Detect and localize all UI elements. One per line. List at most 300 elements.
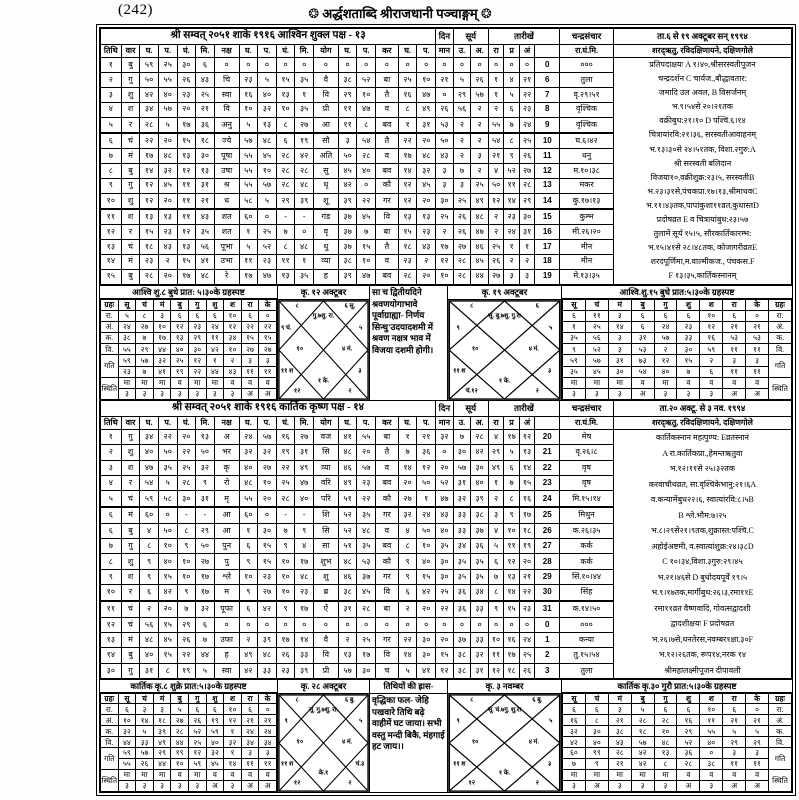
kundali-house-2: ८ [470,302,474,310]
cell: सौ [313,133,338,149]
planet-value: १६ [563,715,586,726]
planet-value: अ [723,781,746,792]
chandra-sanchar-cell: मीन [560,239,614,254]
column-header: घ. [398,417,417,430]
cell: १९ [276,445,295,460]
cell: चं [121,491,140,507]
chandra-sanchar-cell: वृष [560,476,614,491]
cell: ३ [338,133,357,149]
cell: २४ [417,507,436,523]
planet-value: ९९ [585,748,608,759]
cell: र [121,585,140,601]
planet-value: ४३ [608,737,631,748]
cell: १७ [177,269,196,284]
planet-value: २२ [241,321,259,332]
planet-value: ३ [563,781,586,792]
cell: १३ [101,239,122,254]
planet-value: ३ [153,781,171,792]
column-header: रा [488,417,504,430]
season-note: शरद्ऋतु, रविदक्षिणायने, दक्षिणगोले [613,417,791,430]
cell: उषा [214,163,239,178]
kundali-house-3: ९ [456,718,460,726]
planet-value: २६ [188,715,206,726]
cell: ६० [140,507,159,523]
cell: शुभ [313,554,338,569]
planet-value: ४४ [171,737,189,748]
date-cell: 17 [535,239,560,254]
planet-value: ३ [631,781,654,792]
kundali-house-11: ५ [359,718,363,726]
planet-value: १४ [608,321,631,332]
planet-header: चं [585,299,608,310]
cell: ८ [504,133,520,149]
row-label: गति [769,355,792,377]
chandra-sanchar-cell: तुला [560,663,614,678]
planet-value: ० [746,704,769,715]
cell: व्या [313,254,338,269]
grah-label: ग्रहः [769,693,792,704]
cell: १० [177,569,196,584]
cell: ११ [239,254,258,269]
cell: ० [417,58,436,73]
cell: ३८ [338,254,357,269]
cell: रो [214,476,239,491]
planet-value: अ [746,781,769,792]
cell: ३ [519,269,535,284]
chandra-sanchar-cell: वृ.२६।८ [560,445,614,460]
cell: २५ [436,209,454,225]
cell: ५० [417,476,436,491]
cell: ४८ [258,133,277,149]
cell: १० [276,569,295,584]
planet-header: के [259,299,277,310]
date-cell: 20 [535,430,560,445]
cell: १५ [357,239,376,254]
cell: बा [376,72,399,87]
chandra-sanchar-cell: कुम्भ [560,209,614,225]
cell: ४७ [357,269,376,284]
cell: ३५ [196,224,215,239]
cell: ४० [158,87,177,102]
cell: १ [488,476,504,491]
cell: १३ [276,269,295,284]
column-header: अ. [471,45,489,58]
cell: १५ [258,539,277,554]
planet-value: ६ [206,704,224,715]
cell: १७ [295,601,314,617]
festival-note-line: करवाचौथव्रत, सा.वृश्चिकेभानु:२१।६A [648,479,757,489]
column-header: मान [436,45,454,58]
cell: ८ [158,663,177,678]
chandra-sanchar-cell: मिथुन [560,507,614,523]
cell: २८ [140,269,159,284]
cell: श्ले [214,569,239,584]
cell: ५२ [504,163,520,178]
lower-title-tarikhen: तारीखें [488,401,559,417]
cell: १४ [504,193,520,209]
cell: २८ [140,117,159,133]
cell: २५ [471,178,489,193]
cell: ४८ [338,445,357,460]
cell: ४ [101,102,122,117]
planet-value: ३ [259,355,277,366]
cell: ० [471,617,489,632]
planet-value: मा [608,377,631,388]
planet-value: ३२ [153,355,171,366]
cell: १ [488,87,504,102]
cell: पु [214,554,239,569]
cell: ६ [101,133,122,149]
kundali-chart-nov3 [448,694,561,792]
cell: २० [417,193,436,209]
planet-value: ३३ [136,737,154,748]
festival-note-line: प्रतिपदाक्षयः A १।४०,श्रीसरस्वतीपूजन [649,60,756,69]
cell: ३९ [295,193,314,209]
festival-note-line: विजया१०,वक्रीशुक्र:२३।५, सरस्वतीB [650,172,755,182]
cell: १२ [488,193,504,209]
cell: पुन [214,539,239,554]
cell: - [177,507,196,523]
cell: ३ [488,507,504,523]
planet-value: ० [259,310,277,321]
planet-value: ६ [563,310,586,321]
cell: ५७ [258,178,277,193]
cell: ३ [504,269,520,284]
date-cell: 16 [535,224,560,239]
cell: ६ [239,539,258,554]
planet-value: १० [171,759,189,770]
cell: १४ [398,648,417,663]
cell: २ [436,224,454,239]
planet-value: ३ [723,355,746,366]
planet-value: २४ [241,726,259,737]
planet-value: २७ [171,715,189,726]
cell: र [121,476,140,491]
planet-header: बु [631,299,654,310]
cell: १६ [239,87,258,102]
planet-header: रा [241,693,259,704]
cell: २० [158,193,177,209]
cell: ४ [398,523,417,538]
festival-note-line: भ.२६।७से,धनतेरस,नवम्बर१क्षा.३०F [651,634,754,644]
cell: ३१ [338,601,357,617]
cell: ५ [101,117,122,133]
cell: १ [239,224,258,239]
cell: २१ [519,569,535,584]
cell: २५ [177,460,196,475]
kundali-lines [278,300,369,400]
lower-paksha-section [100,400,792,678]
cell: २३ [177,87,196,102]
planet-value: २१ [723,321,746,332]
planet-value: अ [259,781,277,792]
cell: ध [214,193,239,209]
planet-header: के [259,693,277,704]
cell: बव [376,539,399,554]
kundali-lines [448,300,561,400]
grahaspashta-header-2: आश्वि.शु.१५ बुधे प्रात:५।३०के ग्रहस्पष्ट [562,286,792,299]
planet-header: श [224,693,242,704]
cell: ५१ [338,491,357,507]
cell: पूभा [214,239,239,254]
cell: १७ [239,269,258,284]
date-cell: 8 [535,102,560,117]
cell: ० [239,58,258,73]
column-header: घ. [398,45,417,58]
cell: २८ [276,148,295,163]
cell: २७ [295,430,314,445]
cell: १७ [357,648,376,663]
planet-value: अ [259,388,277,399]
planet-value: २१ [746,715,769,726]
cell: तै [376,445,399,460]
cell: ९ [398,569,417,584]
cell: २६ [276,648,295,663]
cell: ११ [101,209,122,225]
row-label: अं. [769,321,792,332]
planet-value: १० [224,310,242,321]
cell: चं [121,133,140,149]
kundali-house-6: १२ [293,387,301,395]
date-cell: 3 [535,663,560,678]
cell: ९ [140,554,159,569]
cell: ५६ [196,239,215,254]
cell: आ [313,117,338,133]
planet-value: ६ [723,310,746,321]
cell: शि [313,507,338,523]
planet-value: व [224,770,242,781]
cell: ० [357,58,376,73]
cell: १७ [436,239,454,254]
planet-value: १५ [241,333,259,344]
cell: ० [519,617,535,632]
cell: २२ [398,133,417,149]
cell: गर [376,193,399,209]
cell: ४० [417,554,436,569]
cell: २६ [177,632,196,647]
cell: ४७ [140,460,159,475]
cell: ३५ [471,569,489,584]
cell: २ [417,254,436,269]
lower-title: श्री सम्वत् २०५१ शाके १९१६ कार्तिक कृष्ण पक्ष - १४ [101,401,436,417]
planet-value: ३ [608,310,631,321]
cell: मं [121,507,140,523]
planet-value: ६ [563,704,586,715]
cell: धृ [313,178,338,193]
cell: वज [313,430,338,445]
planet-value: ३ [241,748,259,759]
cell: ४ [140,523,159,538]
cell: २ [488,102,504,117]
planet-value: ३८ [118,333,136,344]
cell: ४३ [196,209,215,225]
cell: कृ [214,460,239,475]
planet-header: रा [723,693,746,704]
kundali-house-8: २ [348,779,352,787]
cell: ३५ [357,539,376,554]
cell: ९ [504,148,520,163]
cell: ४५ [258,148,277,163]
planet-value: ४५ [206,759,224,770]
cell: ९ [177,539,196,554]
cell: शु [121,193,140,209]
festival-note-line: चन्द्रदर्शन C चार्यज.,बौद्धावतार: [658,74,747,84]
cell: ३० [101,663,122,678]
planet-value: ५ [136,726,154,737]
cell: २० [417,601,436,617]
cell: ५० [417,523,436,538]
upper-paksha-table [100,28,792,285]
cell: ३० [177,58,196,73]
planet-value: ७३ [631,355,654,366]
planet-header: चं [136,299,154,310]
date-cell: 23 [535,476,560,491]
planet-table-4 [562,693,792,792]
planet-value: व [631,377,654,388]
cell: २१ [436,72,454,87]
cell: ३० [436,193,454,209]
cell: शत [214,209,239,225]
cell: बा [376,430,399,445]
planet-value: मा [188,770,206,781]
planet-value: ३ [677,388,700,399]
cell: ५५ [239,163,258,178]
cell: १३ [177,148,196,163]
cell: ४१ [417,663,436,678]
cell: ० [357,617,376,632]
cell: २८ [276,178,295,193]
planet-value: ३ [723,748,746,759]
kundali-house-7: १ के. [317,377,330,385]
cell: ५० [158,523,177,538]
cell: ३० [196,148,215,163]
cell: १८ [519,523,535,538]
cell: शू [313,193,338,209]
kundali-house-6: १२ [468,779,475,787]
kundali-house-2: ८ [295,302,299,310]
cell: ९ [398,554,417,569]
cell: बु [121,58,140,73]
planet-value: व [241,770,259,781]
cell: १७ [504,430,520,445]
chandra-sanchar-cell: तुला [560,72,614,87]
tithi-hras-header: तिथियों की ह्रास- [370,680,447,694]
cell: ० [376,58,399,73]
planet-value: ३० [188,344,206,355]
column-header: घं. [276,417,295,430]
cell: ३ [101,87,122,102]
cell: ४२ [258,601,277,617]
date-cell: 14 [535,193,560,209]
cell: २३ [295,585,314,601]
date-cell: 21 [535,445,560,460]
date-cell: 19 [535,269,560,284]
cell: १३ [276,87,295,102]
cell: ४४ [471,269,489,284]
cell: ५० [158,445,177,460]
cell: १३ [258,117,277,133]
cell: २८ [471,430,489,445]
planet-value: व [171,377,189,388]
cell: ज्ये [214,133,239,149]
cell: ५५ [239,148,258,163]
cell: ० [258,507,277,523]
planet-value: २९ [153,748,171,759]
cell: २ [453,133,471,149]
cell: २० [258,491,277,507]
planet-value: २७ [259,344,277,355]
lower-title-chandra: चन्द्रसंचार [560,401,614,417]
kundali-house-10: ४ मं. [528,738,539,746]
cell: २६ [177,72,196,87]
planet-value: ० [746,310,769,321]
cell: ९ [276,601,295,617]
row-label: अं. [769,715,792,726]
kundali-house-11: ५ [549,718,553,726]
planet-value: व [171,770,189,781]
chandra-sanchar-cell: ००० [560,58,614,73]
planet-value: २९ [677,726,700,737]
kundali-house-7: १ के. [498,770,511,778]
cell: ११ [177,178,196,193]
kundali-house-6: १२ [293,779,301,787]
cell: १४ [101,648,122,663]
cell: २ [101,445,122,460]
planet-value: ३४ [259,737,277,748]
planet-value: ३ [608,333,631,344]
planet-value: ३ [241,355,259,366]
cell: ५ [239,239,258,254]
cell: ४८ [140,632,159,647]
planet-value: २८ [631,715,654,726]
planet-header: गु [654,693,677,704]
planet-value: १० [700,310,723,321]
festival-note-line: प्रदोषव्रत E व चित्रायांबुध:२३।५७ [656,215,749,225]
cell: पूषा [214,148,239,163]
planet-value: ६ [206,310,224,321]
row-label: रा. [101,310,119,321]
cell: ३१ [196,178,215,193]
planet-value: व [206,770,224,781]
cell: ७ [488,569,504,584]
cell: ३३ [471,601,489,617]
planet-value: ८ [585,715,608,726]
row-label: स्थिति [101,377,119,399]
planet-value: ११ [259,759,277,770]
cell: २२ [519,87,535,102]
planet-header: रा [723,299,746,310]
planet-value: मा [136,377,154,388]
planet-value: ५९ [206,726,224,737]
planet-value: ११ [746,759,769,770]
cell: २३ [398,254,417,269]
cell: ४५ [338,163,357,178]
planet-value: अ [631,388,654,399]
cell: ५ [453,72,471,87]
planet-value: मा [118,377,136,388]
cell: रे [214,269,239,284]
cell: सि [313,523,338,538]
cell: ० [436,617,454,632]
cell: ४९ [295,460,314,475]
planet-value: २१ [723,715,746,726]
cell: ७ [504,117,520,133]
cell: गु [121,72,140,87]
cell: ४ [488,523,504,538]
cell: १३ [338,648,357,663]
upper-column-headers [101,45,792,58]
cell: २० [177,430,196,445]
